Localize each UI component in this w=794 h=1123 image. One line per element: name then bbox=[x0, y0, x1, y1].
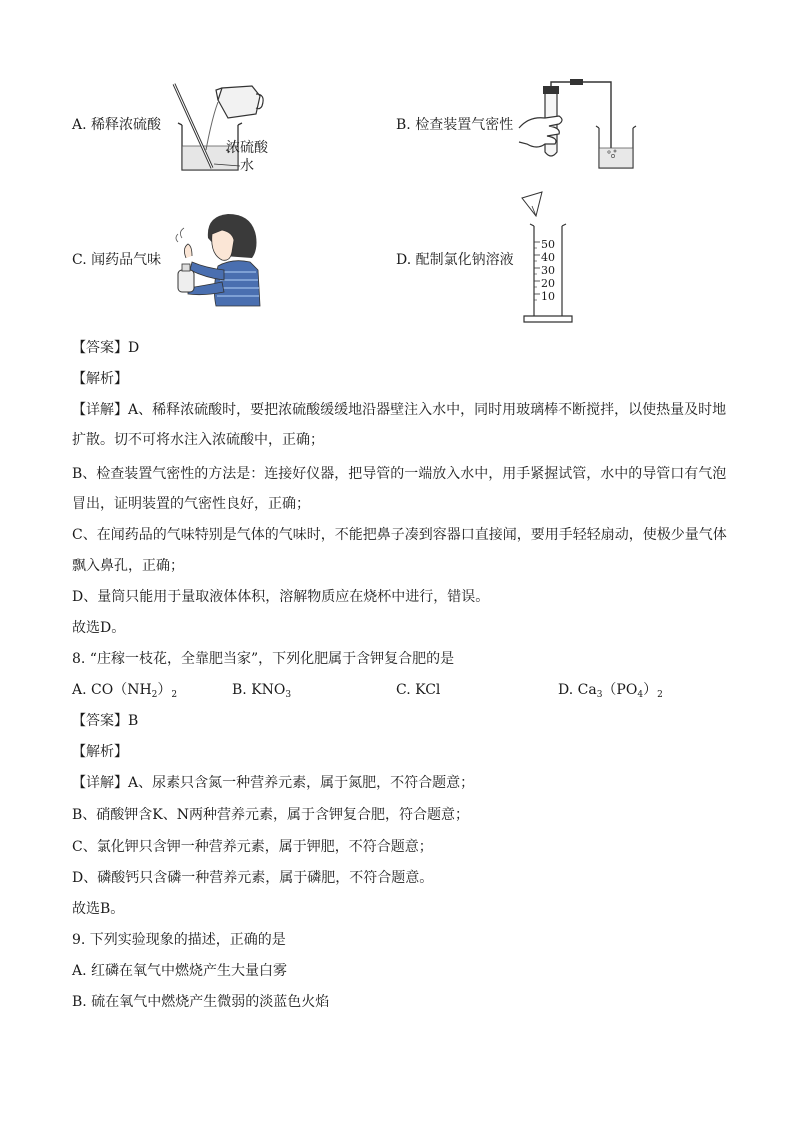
q8-detail-line: D、磷酸钙只含磷一种营养元素，属于磷肥，不符合题意。 bbox=[72, 870, 434, 886]
q7-answer: 【答案】D bbox=[72, 340, 140, 356]
cylinder-scale bbox=[541, 238, 555, 303]
q7-detail-line: B、检查装置气密性的方法是：连接好仪器，把导管的一端放入水中，用手紧握试管，水中的导管口有气泡 bbox=[72, 466, 727, 482]
dilute-acid-figure bbox=[170, 80, 280, 175]
option-c-label: C. 闻药品气味 bbox=[72, 252, 162, 268]
q7-analysis-title: 【解析】 bbox=[72, 371, 128, 387]
q9-option: B. 硫在氧气中燃烧产生微弱的淡蓝色火焰 bbox=[72, 994, 330, 1010]
q8-option-c: C. KCl bbox=[396, 682, 441, 698]
q7-detail-line: D、量筒只能用于量取液体体积，溶解物质应在烧杯中进行，错误。 bbox=[72, 589, 490, 605]
fig-label-water: 水 bbox=[240, 158, 254, 174]
option-a-label: A. 稀释浓硫酸 bbox=[72, 117, 162, 133]
q8-stem: 8. “庄稼一枝花，全靠肥当家”，下列化肥属于含钾复合肥的是 bbox=[72, 651, 455, 667]
q8-option-b: B. $KNO_3$ bbox=[232, 682, 292, 700]
q7-detail-line: C、在闻药品的气味特别是气体的气味时，不能把鼻子凑到容器口直接闻，要用手轻轻扇动，使极少量气体 bbox=[72, 527, 727, 543]
option-d-label: D. 配制氯化钠溶液 bbox=[396, 252, 514, 268]
tick-label: 20 bbox=[541, 277, 555, 290]
q7-detail-line: 扩散。切不可将水注入浓硫酸中，正确； bbox=[72, 432, 324, 448]
q7-detail-line: 冒出，证明装置的气密性良好，正确； bbox=[72, 496, 310, 512]
fig-label-acid: 浓硫酸 bbox=[226, 140, 268, 156]
airtightness-figure bbox=[515, 80, 645, 175]
q8-analysis-title: 【解析】 bbox=[72, 744, 128, 760]
q9-option: A. 红磷在氧气中燃烧产生大量白雾 bbox=[72, 963, 288, 979]
smell-figure bbox=[172, 208, 264, 308]
q9-stem: 9. 下列实验现象的描述，正确的是 bbox=[72, 932, 286, 948]
q8-detail-line: 【详解】A、尿素只含氮一种营养元素，属于氮肥，不符合题意； bbox=[72, 775, 475, 791]
tick-label: 10 bbox=[541, 290, 555, 303]
tick-label: 30 bbox=[541, 264, 555, 277]
option-b-label: B. 检查装置气密性 bbox=[396, 117, 514, 133]
q7-detail-line: 【详解】A、稀释浓硫酸时，要把浓硫酸缓缓地沿器壁注入水中，同时用玻璃棒不断搅拌，以使热量及时地 bbox=[72, 402, 727, 418]
q8-answer: 【答案】B bbox=[72, 713, 139, 729]
q8-detail-line: C、氯化钾只含钾一种营养元素，属于钾肥，不符合题意； bbox=[72, 839, 433, 855]
tick-label: 50 bbox=[541, 238, 555, 251]
q8-detail-line: 故选B。 bbox=[72, 901, 125, 917]
q7-detail-line: 故选D。 bbox=[72, 620, 126, 636]
tick-label: 40 bbox=[541, 251, 555, 264]
q8-option-a: A. $CO(NH_2)_2$ bbox=[72, 682, 178, 700]
q8-option-d: D. $Ca_3(PO_4)_2$ bbox=[558, 682, 663, 700]
q7-detail-line: 飘入鼻孔，正确； bbox=[72, 558, 184, 574]
q8-detail-line: B、硝酸钾含K、N两种营养元素，属于含钾复合肥，符合题意； bbox=[72, 807, 469, 823]
